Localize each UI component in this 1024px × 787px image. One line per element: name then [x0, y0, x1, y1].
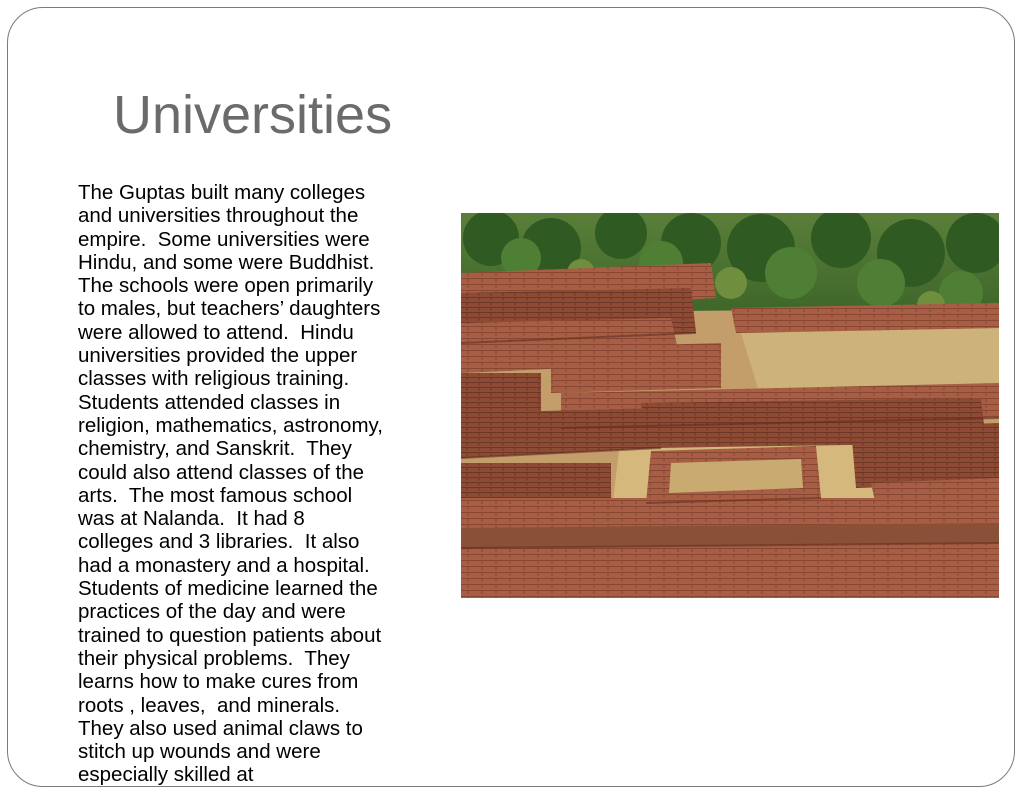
body-line: especially skilled at: [78, 763, 254, 787]
body-line: colleges and 3 libraries. It also: [78, 530, 360, 554]
body-line: chemistry, and Sanskrit. They: [78, 437, 352, 461]
body-line: could also attend classes of the: [78, 460, 365, 484]
body-line: religion, mathematics, astronomy,: [78, 413, 383, 437]
body-line: The Guptas built many colleges: [78, 181, 366, 204]
body-line: arts. The most famous school: [78, 483, 353, 507]
slide-title: Universities: [113, 85, 393, 145]
body-line: classes with religious training.: [78, 367, 350, 391]
body-line: practices of the day and were: [78, 600, 346, 624]
body-line: Students of medicine learned the: [78, 577, 378, 601]
body-line: their physical problems. They: [78, 646, 350, 670]
body-line: empire. Some universities were: [78, 227, 370, 251]
body-line: had a monastery and a hospital.: [78, 553, 370, 577]
body-line: Students attended classes in: [78, 390, 341, 414]
body-line: universities provided the upper: [78, 344, 358, 368]
body-line: to males, but teachers’ daughters: [78, 297, 381, 321]
slide-body-text: [78, 181, 444, 787]
nalanda-ruins-photo: [461, 213, 999, 598]
body-line: Hindu, and some were Buddhist.: [78, 250, 375, 274]
body-line: roots , leaves, and minerals.: [78, 693, 341, 717]
body-line: They also used animal claws to: [78, 716, 363, 740]
body-line: The schools were open primarily: [78, 274, 374, 298]
body-line: and universities throughout the: [78, 204, 359, 228]
body-line: trained to question patients about: [78, 623, 382, 647]
body-line: were allowed to attend. Hindu: [78, 320, 354, 344]
body-line: stitch up wounds and were: [78, 740, 321, 764]
body-line: learns how to make cures from: [78, 670, 359, 694]
body-line: was at Nalanda. It had 8: [78, 507, 305, 531]
